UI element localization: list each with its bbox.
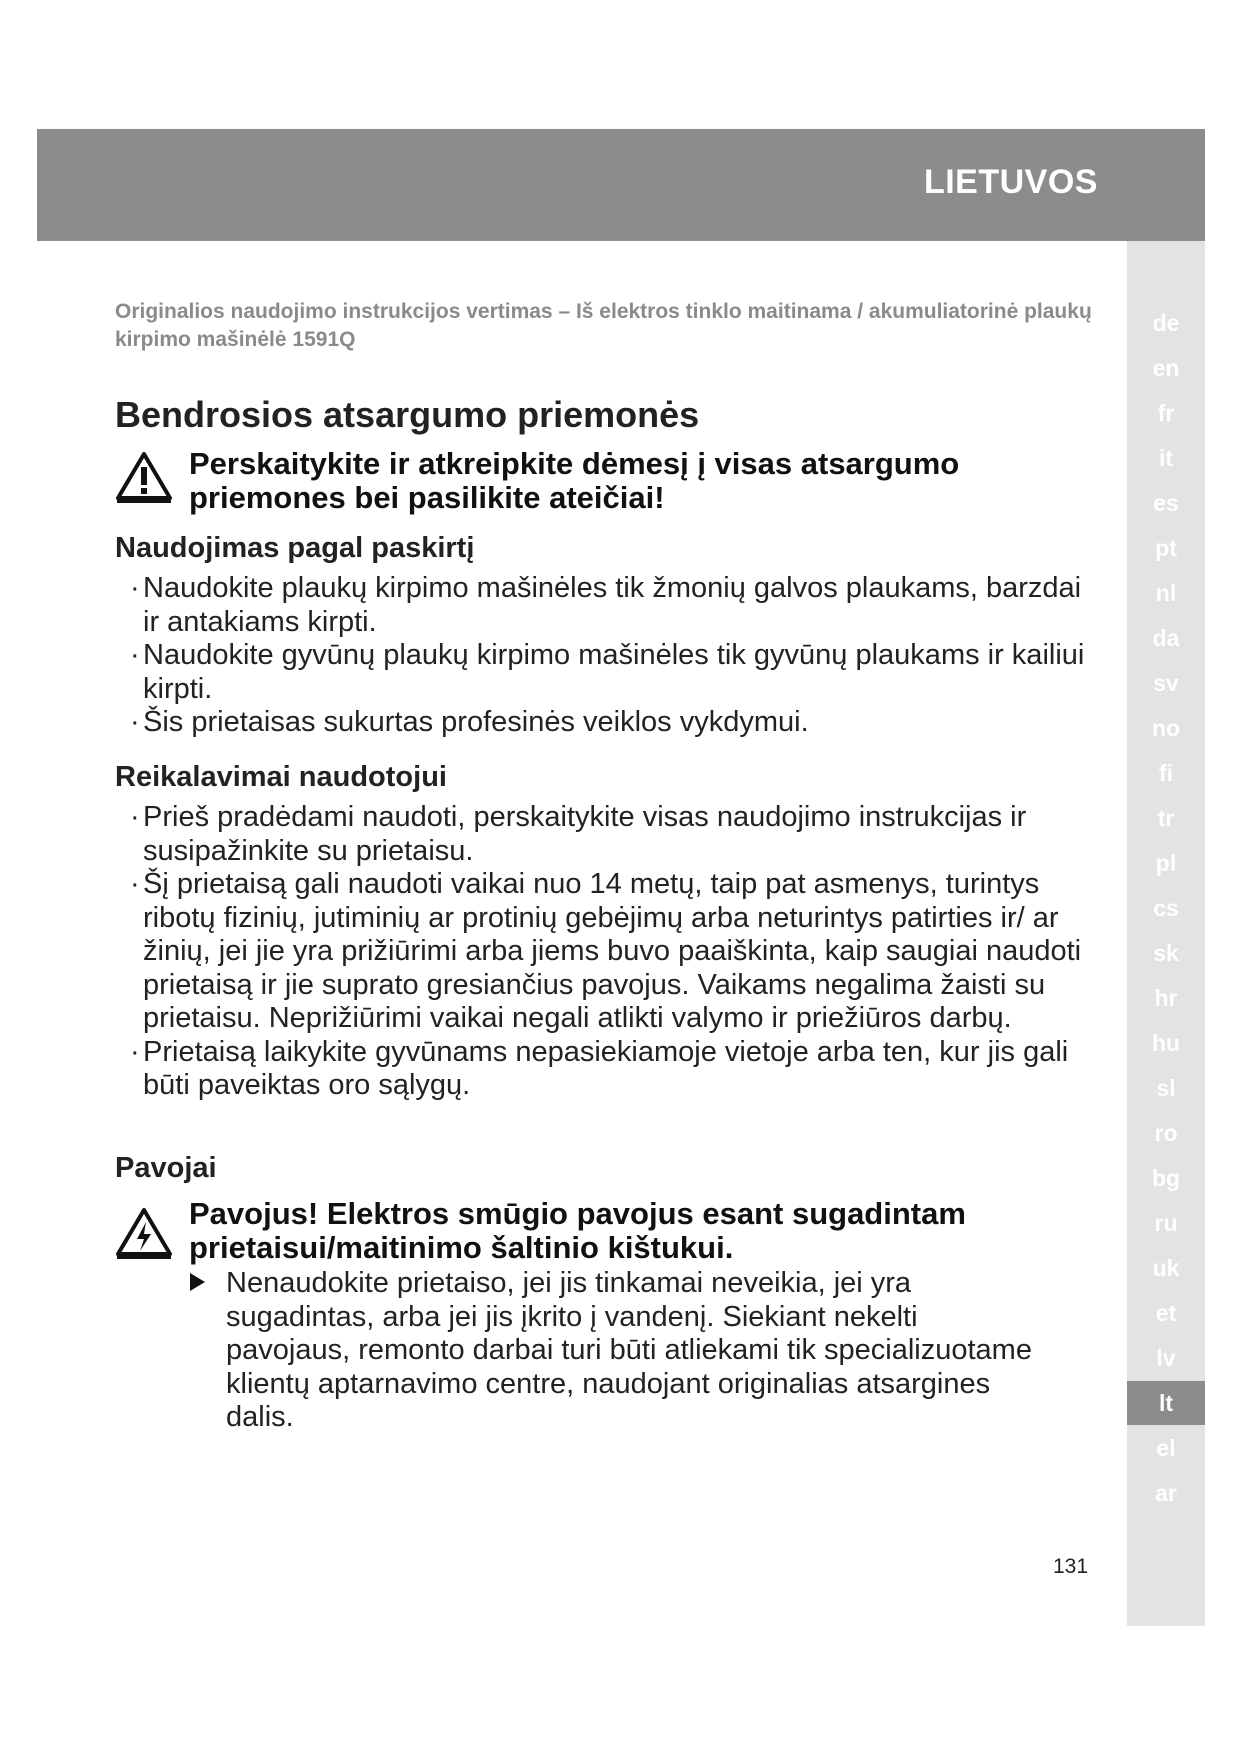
list-item: · Šis prietaisas sukurtas profesinės veiklos vykdymui. bbox=[130, 706, 1090, 740]
section-title-dangers: Pavojai bbox=[115, 1152, 217, 1184]
language-tab-fr[interactable]: fr bbox=[1157, 400, 1175, 426]
language-tab-nl[interactable]: nl bbox=[1155, 580, 1177, 606]
list-item: · Šį prietaisą gali naudoti vaikai nuo 14 metų, taip pat asmenys, turintys ribotų fizinių, jutiminių ar protinių gebėjimų arba neturintys patirties ir/ ar žinių, jei jie yra prižiūrimi arba jiems buvo paaiškinta, kaip saugiai naudoti prietaisą ir jie suprato gresiančius pavojus. Vaikams negalima žaisti su prietaisu. Neprižiūrimi vaikai negali atlikti valymo ir priežiūros darbų. bbox=[130, 868, 1090, 1036]
general-warning-text: Perskaitykite ir atkreipkite dėmesį į visas atsargumo priemones bei pasilikite ateičiai! bbox=[189, 446, 960, 515]
arrow-right-icon bbox=[190, 1273, 205, 1291]
intended-use-list bbox=[130, 572, 1090, 740]
danger-instruction-text: Nenaudokite prietaiso, jei jis tinkamai neveikia, jei yra sugadintas, arba jei jis įkrito į vandenį. Siekiant nekelti pavojaus, remonto darbai turi būti atliekami tik specializuotame klientų aptarnavimo centre, naudojant originalias atsargines dalis. bbox=[226, 1267, 1032, 1433]
language-tab-cs[interactable]: cs bbox=[1153, 895, 1179, 921]
page-number: 131 bbox=[1053, 1555, 1089, 1578]
document-subtitle: Originalios naudojimo instrukcijos vertimas – Iš elektros tinklo maitinama / akumuliatorinė plaukų kirpimo mašinėlė 1591Q bbox=[115, 300, 1092, 351]
language-tab-no[interactable]: no bbox=[1151, 715, 1181, 741]
language-tab-de[interactable]: de bbox=[1152, 310, 1180, 336]
list-item: · Prieš pradėdami naudoti, perskaitykite visas naudojimo instrukcijas ir susipažinkite su prietaisu. bbox=[130, 801, 1090, 868]
section-heading: Bendrosios atsargumo priemonės bbox=[115, 394, 700, 435]
language-tab-bg[interactable]: bg bbox=[1151, 1165, 1181, 1191]
list-item: · Naudokite gyvūnų plaukų kirpimo mašinėles tik gyvūnų plaukams ir kailiui kirpti. bbox=[130, 639, 1090, 706]
danger-warning-text: Pavojus! Elektros smūgio pavojus esant sugadintam prietaisui/maitinimo šaltinio kištukui. bbox=[189, 1196, 966, 1265]
language-tab-tr[interactable]: tr bbox=[1157, 805, 1175, 831]
language-tab-pt[interactable]: pt bbox=[1155, 535, 1177, 561]
language-tab-et[interactable]: et bbox=[1155, 1300, 1177, 1326]
language-tab-en[interactable]: en bbox=[1152, 355, 1180, 381]
list-item: · Prietaisą laikykite gyvūnams nepasiekiamoje vietoje arba ten, kur jis gali būti paveiktas oro sąlygų. bbox=[130, 1036, 1090, 1103]
language-tab-hr[interactable]: hr bbox=[1154, 985, 1178, 1011]
language-tab-it[interactable]: it bbox=[1158, 445, 1174, 471]
language-tab-sv[interactable]: sv bbox=[1153, 670, 1179, 696]
language-tab-fi[interactable]: fi bbox=[1158, 760, 1174, 786]
section-title-intended-use: Naudojimas pagal paskirtį bbox=[115, 532, 475, 564]
language-tab-ro[interactable]: ro bbox=[1154, 1120, 1178, 1146]
language-tab-lt[interactable]: lt bbox=[1127, 1381, 1205, 1425]
language-tab-hu[interactable]: hu bbox=[1151, 1030, 1181, 1056]
language-tab-sk[interactable]: sk bbox=[1153, 940, 1179, 966]
section-title-user-requirements: Reikalavimai naudotojui bbox=[115, 761, 447, 793]
warning-triangle-icon bbox=[115, 451, 173, 503]
language-tab-ar[interactable]: ar bbox=[1155, 1480, 1177, 1506]
user-requirements-list bbox=[130, 801, 1090, 1103]
language-tab-uk[interactable]: uk bbox=[1152, 1255, 1180, 1281]
language-tab-lv[interactable]: lv bbox=[1156, 1345, 1176, 1371]
language-tab-sl[interactable]: sl bbox=[1156, 1075, 1176, 1101]
general-warning bbox=[115, 447, 1075, 527]
language-tab-da[interactable]: da bbox=[1152, 625, 1180, 651]
language-tab-el[interactable]: el bbox=[1156, 1435, 1176, 1461]
language-tab-es[interactable]: es bbox=[1153, 490, 1179, 516]
page-language-title: LIETUVOS bbox=[923, 163, 1098, 201]
list-item: · Naudokite plaukų kirpimo mašinėles tik žmonių galvos plaukams, barzdai ir antakiams kirpti. bbox=[130, 572, 1090, 639]
electric-shock-warning-icon bbox=[115, 1207, 173, 1259]
language-tab-ru[interactable]: ru bbox=[1154, 1210, 1178, 1236]
language-tab-pl[interactable]: pl bbox=[1155, 850, 1177, 876]
